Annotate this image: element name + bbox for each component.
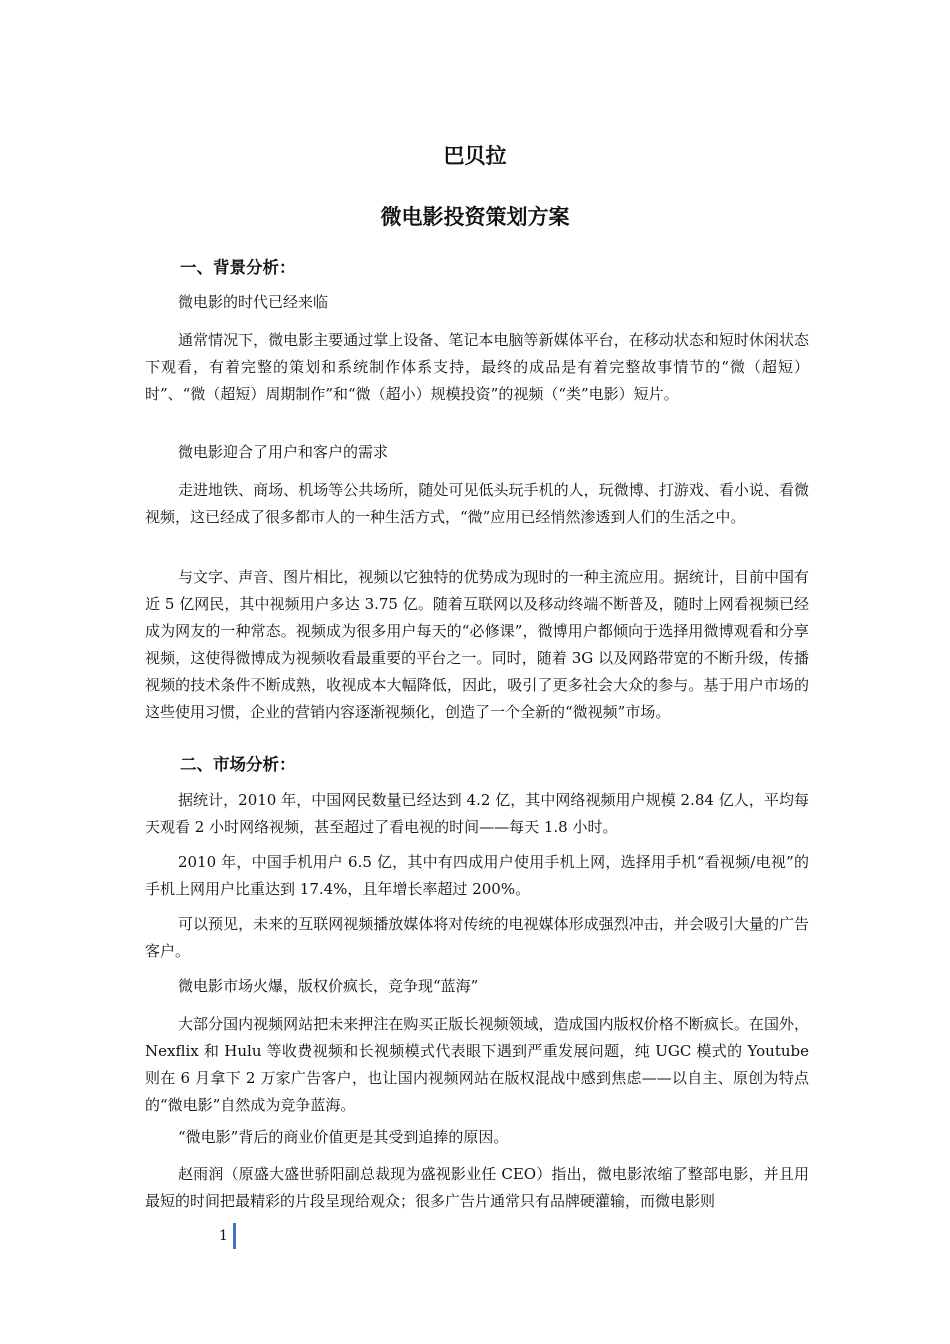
paragraph-blue-ocean: 微电影市场火爆，版权价疯长，竞争现“蓝海”: [178, 977, 479, 995]
paragraph-ceo-quote: 赵雨润（原盛大盛世骄阳副总裁现为盛视影业任 CEO）指出，微电影浓缩了整部电影，并且用最短的时间把最精彩的片段呈现给观众；很多广告片通常只有品牌硬灌输，而微电影则: [145, 1165, 809, 1210]
paragraph-future-impact: 可以预见，未来的互联网视频播放媒体将对传统的电视媒体形成强烈冲击，并会吸引大量的广告客户。: [145, 915, 809, 960]
paragraph-micro-film-era: 微电影的时代已经来临: [178, 293, 329, 311]
paragraph-definition: 通常情况下，微电影主要通过掌上设备、笔记本电脑等新媒体平台，在移动状态和短时休闲状态下观看，有着完整的策划和系统制作体系支持，最终的成品是有着完整故事情节的“微（超短）时”、“微（超短）周期制作”和“微（超小）规模投资”的视频（“类”电影）短片。: [145, 331, 809, 403]
section-heading-background: 一、背景分析：: [180, 258, 296, 277]
page-number: 1: [219, 1228, 228, 1244]
section-heading-market: 二、市场分析：: [180, 755, 296, 774]
document-title-main: 微电影投资策划方案: [380, 204, 570, 229]
paragraph-copyright: 大部分国内视频网站把未来押注在购买正版长视频领域，造成国内版权价格不断疯长。在国外，Nexflix 和 Hulu 等收费视频和长视频模式代表眼下遇到严重发展问题，纯 UGC 模式的 Youtube 则在 6 月拿下 2 万家广告客户，也让国内视频网站在版权混战中感到焦虑——以自主、原创为特点的“微电影”自然成为竞争蓝海。: [145, 1015, 809, 1114]
paragraph-commercial-value: “微电影”背后的商业价值更是其受到追捧的原因。: [178, 1128, 509, 1146]
paragraph-public-places: 走进地铁、商场、机场等公共场所，随处可见低头玩手机的人，玩微博、打游戏、看小说、看微视频，这已经成了很多都市人的一种生活方式，“微”应用已经悄然渗透到人们的生活之中。: [145, 481, 809, 526]
footer-accent-bar: [233, 1223, 236, 1249]
paragraph-netizen-stats: 据统计，2010 年，中国网民数量已经达到 4.2 亿，其中网络视频用户规模 2.84 亿人，平均每天观看 2 小时网络视频，甚至超过了看电视的时间——每天 1.8 小时。: [145, 791, 809, 836]
paragraph-video-advantage: 与文字、声音、图片相比，视频以它独特的优势成为现时的一种主流应用。据统计，目前中国有近 5 亿网民，其中视频用户多达 3.75 亿。随着互联网以及移动终端不断普及，随时上网看视频已经成为网友的一种常态。视频成为很多用户每天的“必修课”，微博用户都倾向于选择用微博观看和分享视频，这使得微博成为视频收看最重要的平台之一。同时，随着 3G 以及网路带宽的不断升级，传播视频的技术条件不断成熟，收视成本大幅降低，因此，吸引了更多社会大众的参与。基于用户市场的这些使用习惯，企业的营销内容逐渐视频化，创造了一个全新的“微视频”市场。: [145, 568, 809, 721]
document-title-company: 巴贝拉: [443, 143, 507, 168]
paragraph-mobile-stats: 2010 年，中国手机用户 6.5 亿，其中有四成用户使用手机上网，选择用手机“看视频/电视”的手机上网用户比重达到 17.4%，且年增长率超过 200%。: [145, 853, 809, 898]
paragraph-user-needs: 微电影迎合了用户和客户的需求: [178, 443, 389, 461]
